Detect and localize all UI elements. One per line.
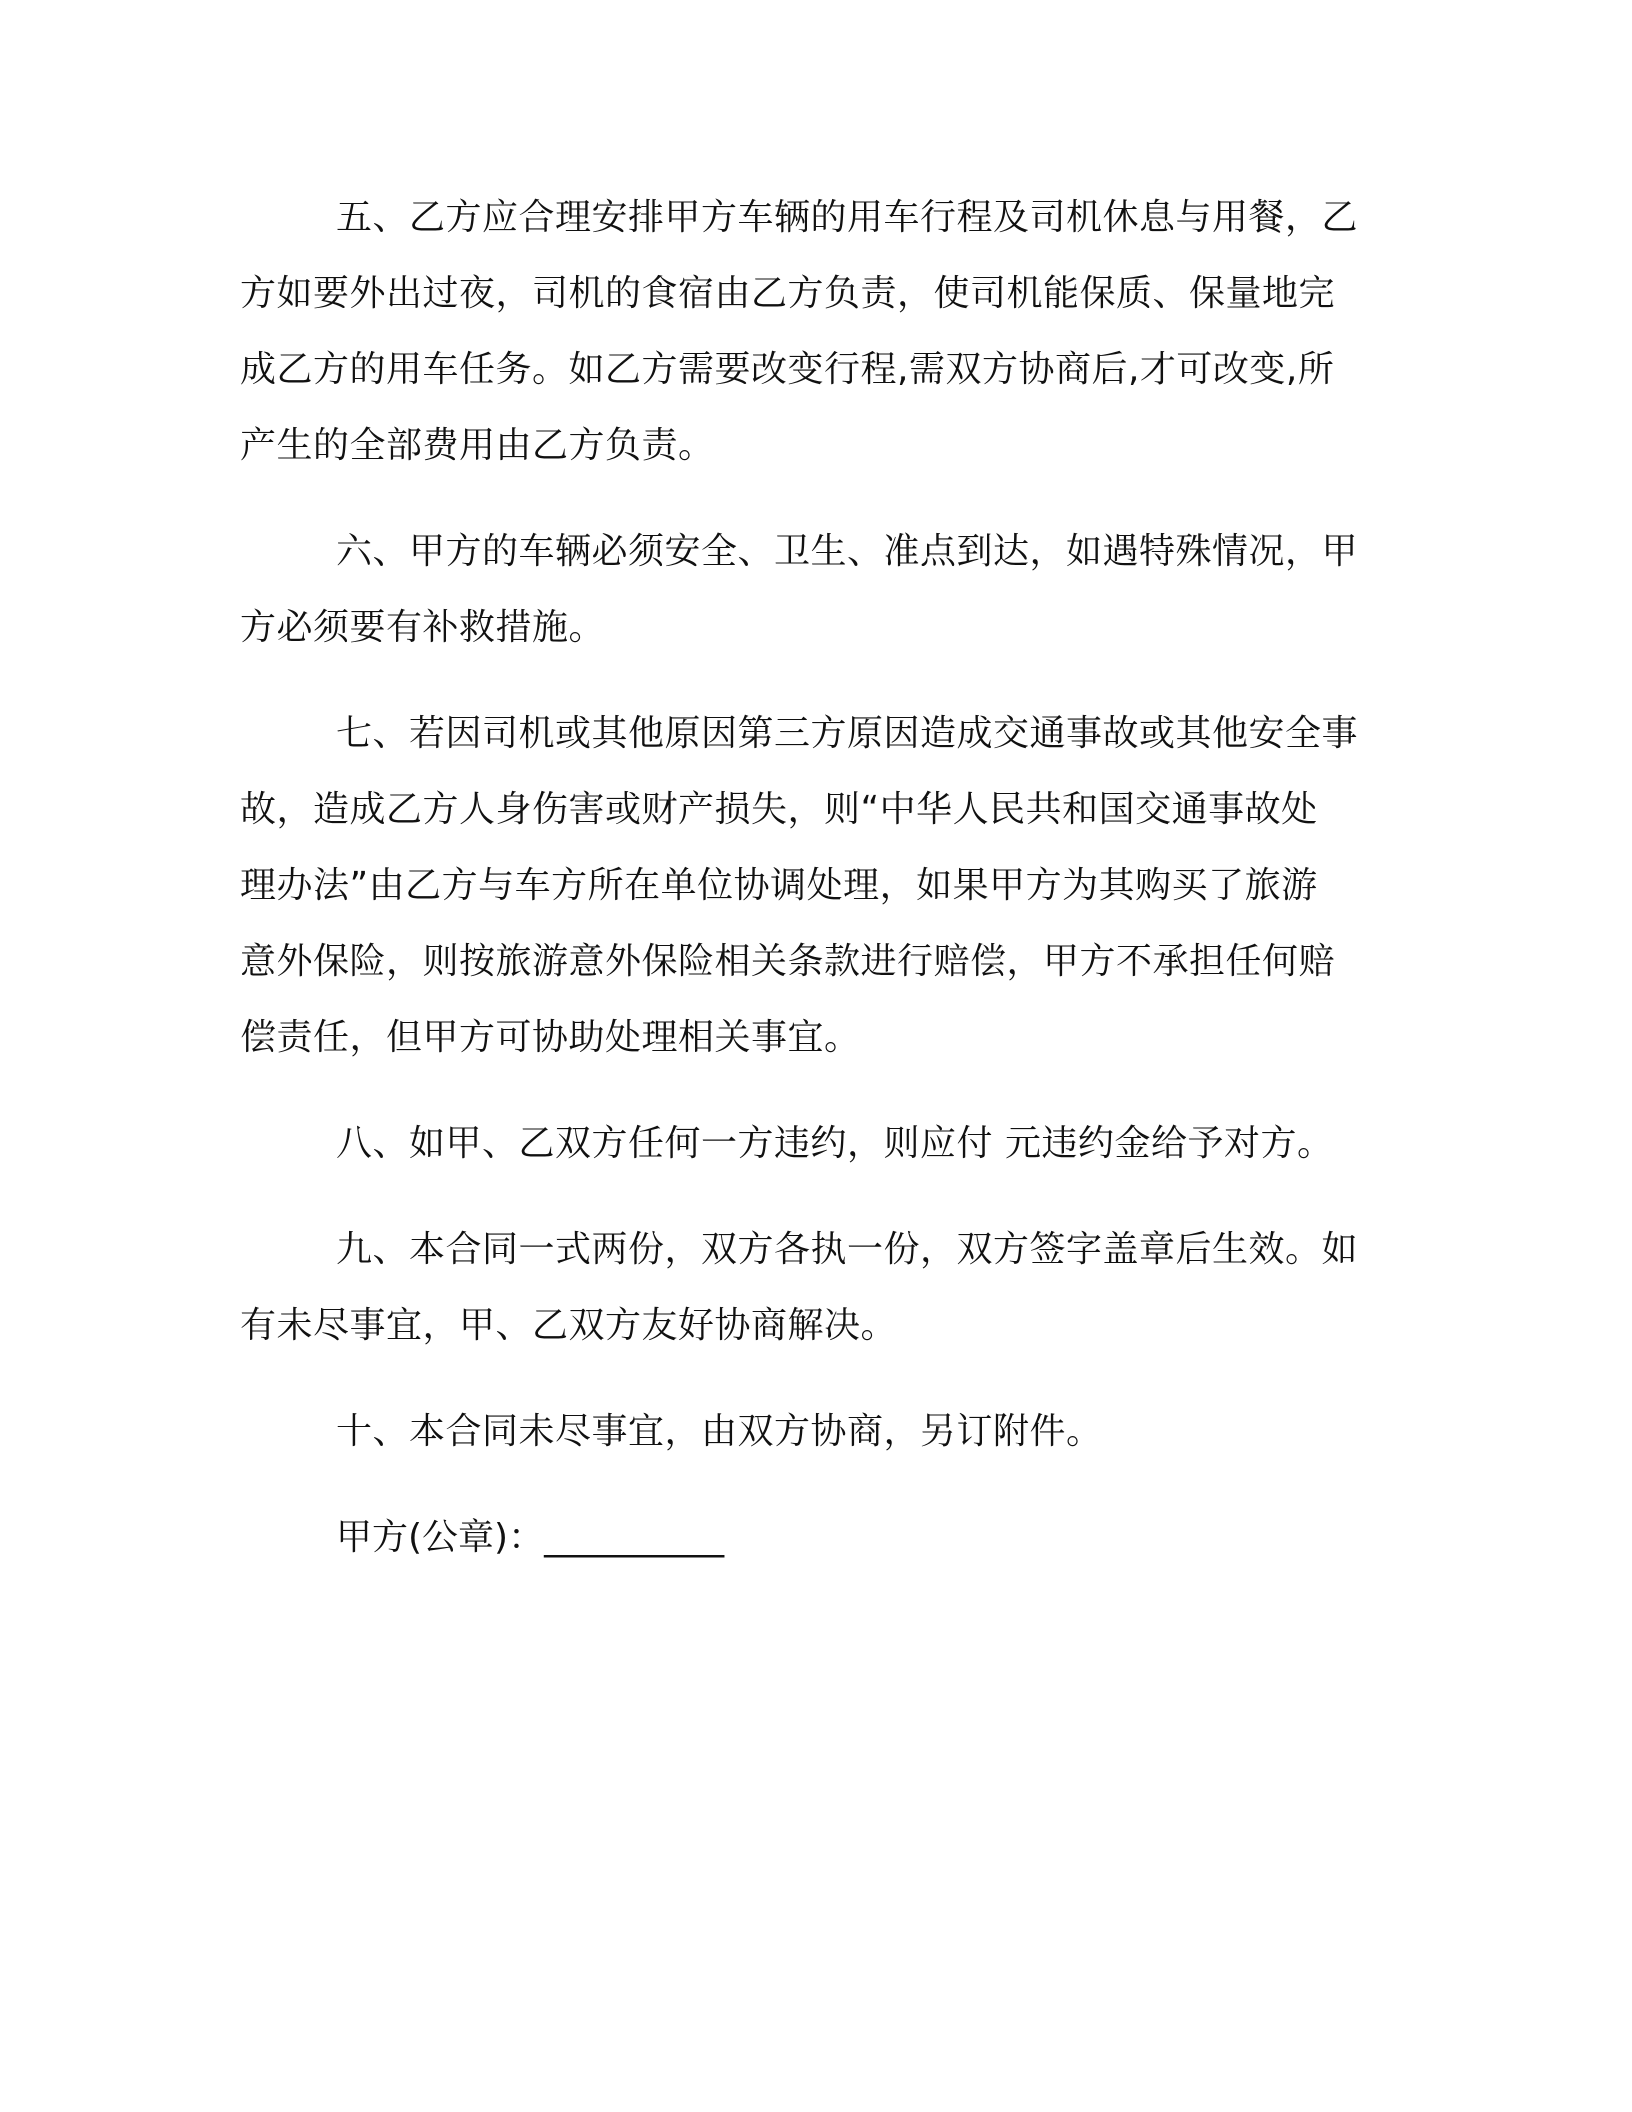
- paragraph-gap: [240, 1182, 1380, 1212]
- party-a-seal-line: 甲方(公章)：__________: [336, 1517, 725, 1558]
- clause-7: [240, 696, 1380, 1076]
- clause-5-line: 成乙方的用车任务。如乙方需要改变行程,需双方协商后,才可改变,所: [240, 349, 1335, 390]
- paragraph-gap: [240, 1076, 1380, 1106]
- clause-8-line: 八、如甲、乙双方任何一方违约，则应付 元违约金给予对方。: [336, 1123, 1334, 1164]
- contract-body: [240, 180, 1380, 1576]
- paragraph-gap: [240, 666, 1380, 696]
- clause-8: [240, 1106, 1380, 1182]
- clause-9: [240, 1212, 1380, 1364]
- paragraph-gap: [240, 1364, 1380, 1394]
- clause-5-line: 产生的全部费用由乙方负责。: [240, 425, 715, 466]
- paragraph-gap: [240, 484, 1380, 514]
- clause-7-line: 理办法”由乙方与车方所在单位协调处理，如果甲方为其购买了旅游: [240, 865, 1318, 906]
- clause-10-line: 十、本合同未尽事宜，由双方协商，另订附件。: [336, 1411, 1103, 1452]
- clause-7-line: 意外保险，则按旅游意外保险相关条款进行赔偿，甲方不承担任何赔: [240, 941, 1336, 982]
- paragraph-gap: [240, 1470, 1380, 1500]
- clause-10: [240, 1394, 1380, 1470]
- clause-7-line: 七、若因司机或其他原因第三方原因造成交通事故或其他安全事: [336, 713, 1359, 754]
- clause-7-line: 故，造成乙方人身伤害或财产损失，则“中华人民共和国交通事故处: [240, 789, 1318, 830]
- clause-9-line: 有未尽事宜，甲、乙双方友好协商解决。: [240, 1305, 898, 1346]
- clause-7-line: 偿责任，但甲方可协助处理相关事宜。: [240, 1017, 861, 1058]
- clause-6-line: 六、甲方的车辆必须安全、卫生、准点到达，如遇特殊情况，甲: [336, 531, 1359, 572]
- clause-5-line: 五、乙方应合理安排甲方车辆的用车行程及司机休息与用餐，乙: [336, 197, 1359, 238]
- clause-5: [240, 180, 1380, 484]
- clause-9-line: 九、本合同一式两份，双方各执一份，双方签字盖章后生效。如: [336, 1229, 1359, 1270]
- clause-6-line: 方必须要有补救措施。: [240, 607, 606, 648]
- clause-6: [240, 514, 1380, 666]
- clause-5-line: 方如要外出过夜，司机的食宿由乙方负责，使司机能保质、保量地完: [240, 273, 1336, 314]
